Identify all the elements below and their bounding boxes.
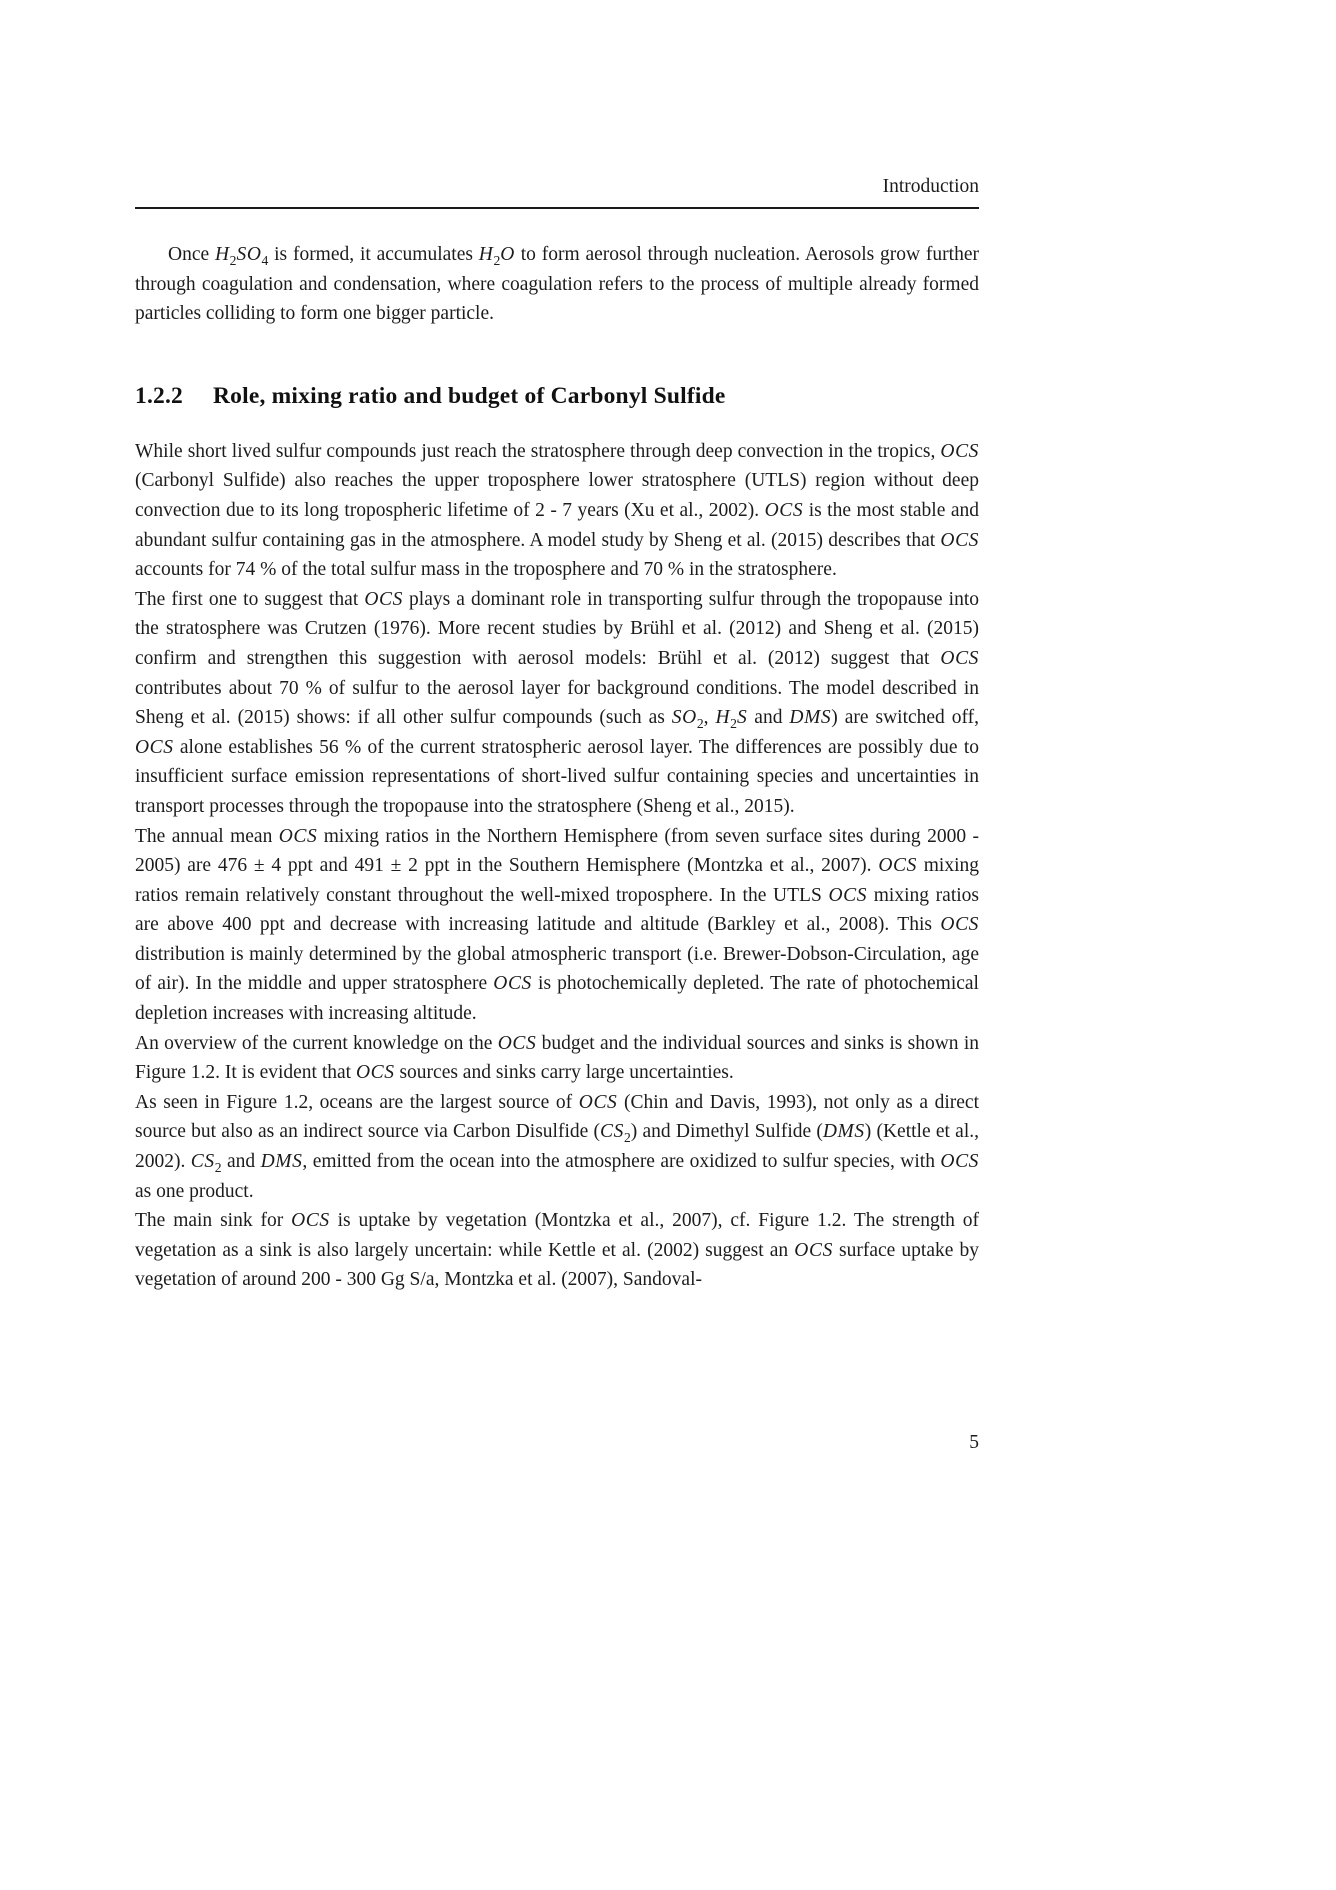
math-symbol: $SO_2$	[671, 707, 704, 732]
running-header	[135, 176, 979, 209]
body-paragraph: The annual mean OCS mixing ratios in the Northern Hemisphere (from seven surface sites during 2000 - 2005) are 476 ± 4 ppt and 491 ± 2 ppt in the Southern Hemisphere (Montzka et al., 2007). OCS mixing ratios remain relatively constant throughout the well-mixed troposphere. In the UTLS OCS mixing ratios are above 400 ppt and decrease with increasing latitude and altitude (Barkley et al., 2008). This OCS distribution is mainly determined by the global atmospheric transport (i.e. Brewer-Dobson-Circulation, age of air). In the middle and upper stratosphere OCS is photochemically depleted. The rate of photochemical depletion increases with increasing altitude.	[135, 825, 980, 1025]
math-symbol: OCS	[578, 1091, 618, 1113]
math-symbol: $CS_2$	[600, 1121, 631, 1146]
math-symbol: DMS	[789, 707, 832, 729]
body-paragraph: The main sink for OCS is uptake by vegetation (Montzka et al., 2007), cf. Figure 1.2. The strength of vegetation as a sink is also largely uncertain: while Kettle et al. (2002) suggest an OCS surface uptake by vegetation of around 200 - 300 Gg S/a, Montzka et al. (2007), Sandoval-	[135, 1210, 979, 1291]
running-header-title: Introduction	[882, 176, 979, 197]
page-number: 5	[969, 1432, 979, 1453]
body-paragraph: As seen in Figure 1.2, oceans are the largest source of OCS (Chin and Davis, 1993), not only as a direct source but also as an indirect source via Carbon Disulfide $(CS_2)$ and Dimethyl Sulfide (DMS) (Kettle et al., 2002). $CS_2$ and DMS, emitted from the ocean into the atmosphere are oxidized to sulfur species, with OCS as one product.	[135, 1091, 980, 1202]
math-symbol: OCS	[291, 1210, 330, 1232]
math-symbol: OCS	[940, 647, 979, 669]
math-symbol: OCS	[940, 914, 979, 936]
math-symbol: OCS	[135, 736, 174, 758]
math-symbol: OCS	[355, 1062, 395, 1084]
math-symbol: OCS	[940, 440, 979, 462]
section-heading	[135, 383, 979, 410]
math-symbol: DMS	[260, 1151, 303, 1173]
math-symbol: OCS	[940, 1151, 979, 1173]
body-paragraph: While short lived sulfur compounds just reach the stratosphere through deep convection in the tropics, OCS (Carbonyl Sulfide) also reaches the upper troposphere lower stratosphere (UTLS) region without deep convection due to its long tropospheric lifetime of 2 - 7 years (Xu et al., 2002). OCS is the most stable and abundant sulfur containing gas in the atmosphere. A model study by Sheng et al. (2015) describes that OCS accounts for 74 % of the total sulfur mass in the troposphere and 70 % in the stratosphere.	[135, 440, 979, 581]
math-symbol: OCS	[828, 884, 868, 906]
math-symbol: OCS	[493, 973, 532, 995]
math-symbol: $CS_2$	[190, 1151, 222, 1175]
math-symbol: OCS	[878, 855, 917, 877]
section-title: Role, mixing ratio and budget of Carbonyl Sulfide	[213, 382, 726, 409]
body-text	[135, 437, 979, 1295]
math-symbol: $H_2O$	[478, 244, 515, 268]
math-symbol: OCS	[940, 529, 979, 551]
body-paragraph: An overview of the current knowledge on the OCS budget and the individual sources and sinks is shown in Figure 1.2. It is evident that OCS sources and sinks carry large uncertainties.	[135, 1032, 979, 1084]
section-number: 1.2.2	[135, 382, 183, 409]
intro-paragraph: Once $H_2SO_4$ is formed, it accumulates $H_2O$ to form aerosol through nucleation. Aerosols grow further through coagulation and condensation, where coagulation refers to the process of multiple already formed particles colliding to form one bigger particle.	[135, 244, 979, 325]
text-block	[135, 0, 979, 1295]
math-symbol: DMS	[822, 1121, 865, 1143]
body-paragraph: The first one to suggest that OCS plays a dominant role in transporting sulfur through the tropopause into the stratosphere was Crutzen (1976). More recent studies by Brühl et al. (2012) and Sheng et al. (2015) confirm and strengthen this suggestion with aerosol models: Brühl et al. (2012) suggest that OCS contributes about 70 % of sulfur to the aerosol layer for background conditions. The model described in Sheng et al. (2015) shows: if all other sulfur compounds (such as $SO_2$, $H_2S$ and DMS) are switched off, OCS alone establishes 56 % of the current stratospheric aerosol layer. The differences are possibly due to insufficient surface emission representations of short-lived sulfur containing species and uncertainties in transport processes through the tropopause into the stratosphere (Sheng et al., 2015).	[135, 588, 980, 817]
math-symbol: OCS	[497, 1032, 537, 1054]
math-symbol: OCS	[278, 825, 318, 847]
math-symbol: OCS	[794, 1239, 833, 1261]
math-symbol: OCS	[364, 588, 403, 610]
math-symbol: $H_2S$	[715, 707, 748, 732]
math-symbol: OCS	[764, 499, 804, 521]
math-symbol: $H_2SO_4$	[214, 244, 269, 268]
